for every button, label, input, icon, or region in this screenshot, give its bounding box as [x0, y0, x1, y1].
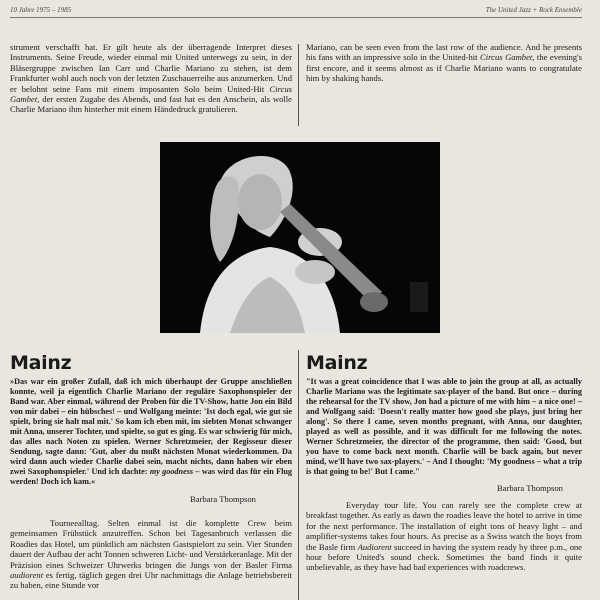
- running-header-right: The United Jazz + Rock Ensemble: [485, 6, 582, 14]
- section-title-mainz-de: Mainz: [10, 352, 72, 374]
- quote-english: "It was a great coincidence that I was able to join the group at all, as actually Charlie Mariano was the legitimate sax-player of the band. But once – during the rehearsal for the TV show, Jon had a picture of me with him – a nice one! – and Wolfgang said: 'Doesn't really matter how good she plays, just bring her along'. So there I came, seven months pregnant, with Anna, our daughter, played as well as possible, and it was difficult for me following the notes. Werner Schretzmeier, the director of the programme, then said: 'Good, but you have to come back next month. Charlie will be back again, but never mind, we'll have two sax-players.' – And I thought: 'My goodness – what a trip is that going to be!' But I came.": [306, 377, 582, 476]
- photo-illustration-icon: [160, 142, 440, 333]
- section-title-mainz-en: Mainz: [306, 352, 368, 374]
- body-german: Tourneealltag. Selten einmal ist die komplette Crew beim gemeinsamen Frühstück anzutreffen. Schon bei Tagesanbruch verlassen die Roadies das Hotel, um pünktlich am nächsten Gastspielort zu sein. Vier Stunden dauert der Aufbau der acht Tonnen schweren Licht- und Verstärkeranlage. Mit der Präzision eines Schweizer Uhrwerks bringen die Jungs von der Basler Firma audiorent es fertig, täglich gegen drei Uhr nachmittags die Anlage betriebsbereit zu haben, eine Stunde vor: [10, 518, 292, 591]
- signature-english: Barbara Thompson: [497, 483, 563, 493]
- column-divider-top: [298, 44, 299, 126]
- quote-german: »Das war ein großer Zufall, daß ich mich überhaupt der Gruppe anschließen konnte, weil ja eigentlich Charlie Mariano der reguläre Saxophonspieler der Band war. Aber einmal, während der Proben für die TV-Show, hatte Jon ein Bild von mir dabei – ein hübsches! – und Wolfgang meinte: 'Ist doch egal, wie gut sie spielt, bring sie halt mal mit.' So kam ich eben mit, im siebten Monat schwanger mit Anna, unserer Tochter, und spielte, so gut es ging. Es war schwierig für mich, das alles nach Noten zu spielen. Werner Schretzmeier, der Regisseur dieser Sendung, sagte dann: 'Gut, aber du mußt nächsten Monat wiederkommen. Da wird dann auch wieder Charlie dabei sein, macht nichts, dann haben wir eben zwei Saxophonspieler.' Und ich dachte: my goodness – was wird das für ein Flug werden! Doch ich kam.«: [10, 377, 292, 486]
- saxophone-player-photo: [160, 142, 440, 333]
- header-rule: [10, 17, 582, 18]
- column-divider-bottom: [298, 350, 299, 600]
- top-right-paragraph: Mariano, can be seen even from the last row of the audience. And he presents his fans with an impressive solo in the United-hit Circus Gambet, the evening's first encore, and it seems almost as if Charlie Mariano wants to congratulate him by shaking hands.: [306, 42, 582, 84]
- body-english: Everyday tour life. You can rarely see the complete crew at breakfast together. As early as dawn the roadies leave the hotel to arrive in time for the next performance. The installation of eight tons of heavy light – and amplifier-systems takes four hours. As precise as a Swiss watch the boys from the Basle firm Audiorent succeed in having the system ready by three p.m., one hour before United's sound check. Sometimes the band finds it quite unbelievable, as they have had bad experiences with roadcrews.: [306, 500, 582, 573]
- signature-german: Barbara Thompson: [190, 494, 256, 504]
- running-header-left: 10 Jahre 1975 – 1985: [10, 6, 72, 14]
- top-left-paragraph: strument verschafft hat. Er gilt heute als der überragende Interpret dieses Instruments. Seine Freude, wieder einmal mit United unterwegs zu sein, in der Bläsergruppe zwischen Ian Carr und Charlie Mariano zu stehen, ist dem Frankfurter wohl auch noch von der letzten Zuschauerreihe aus anzumerken. Und er belohnt seine Fans mit einem imposanten Solo beim United-Hit Circus Gambet, der ersten Zugabe des Abends, und fast hat es den Anschein, als wolle Charlie Mariano ihm hinterher mit einem Händedruck gratulieren.: [10, 42, 292, 115]
